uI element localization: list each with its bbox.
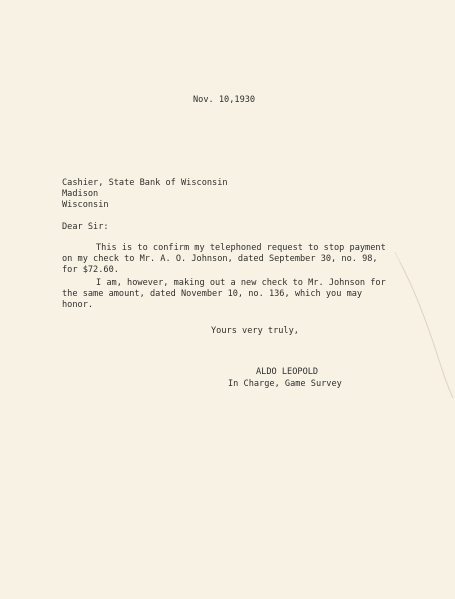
addressee-line-1: Cashier, State Bank of Wisconsin (62, 178, 228, 188)
salutation: Dear Sir: (62, 222, 109, 232)
addressee-line-2: Madison (62, 189, 99, 199)
paragraph-2-line-1: I am, however, making out a new check to Mr. Johnson for (96, 278, 386, 288)
closing: Yours very truly, (211, 326, 299, 336)
paper-crease-mark (395, 252, 455, 402)
letter-date: Nov. 10,1930 (193, 95, 256, 105)
paragraph-2-line-2: the same amount, dated November 10, no. 136, which you may (62, 289, 363, 299)
paragraph-2-line-3: honor. (62, 300, 94, 310)
paragraph-1-line-1: This is to confirm my telephoned request to stop payment (96, 243, 386, 253)
paragraph-1-line-3: for $72.60. (62, 265, 119, 275)
signature-title: In Charge, Game Survey (228, 379, 342, 389)
signature-name: ALDO LEOPOLD (256, 367, 319, 377)
addressee-line-3: Wisconsin (62, 200, 109, 210)
paragraph-1-line-2: on my check to Mr. A. O. Johnson, dated September 30, no. 98, (62, 254, 378, 264)
